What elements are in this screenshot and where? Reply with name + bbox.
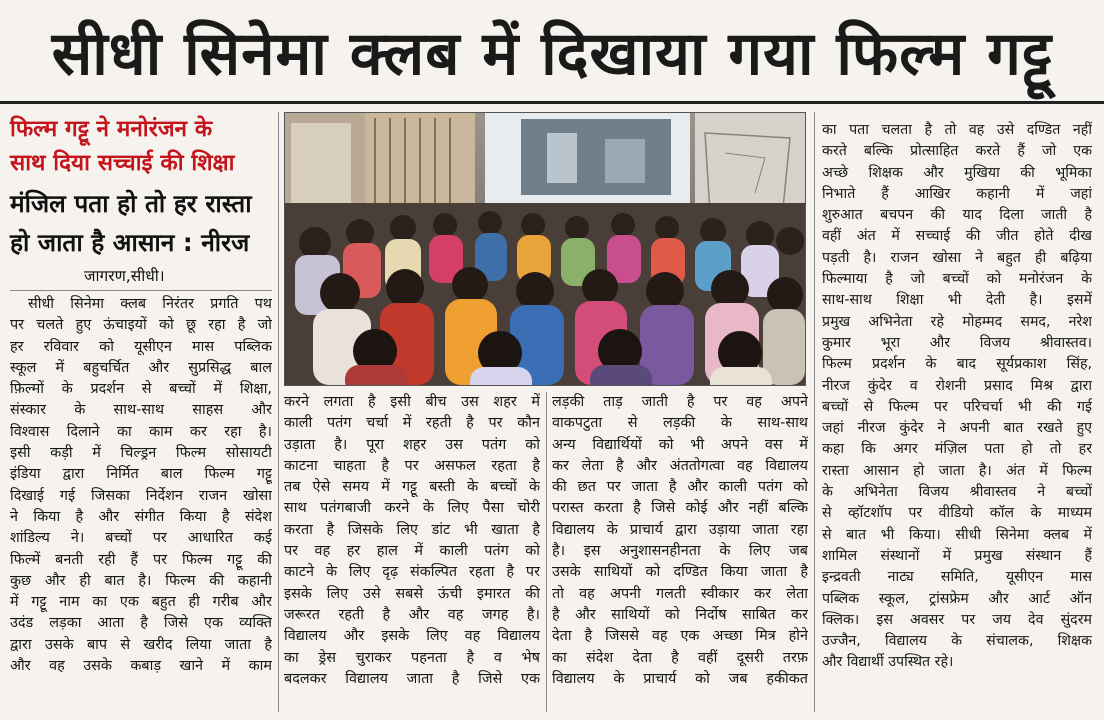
text-line: करते बल्कि प्रोत्साहित करते हैं जो एक — [822, 143, 1092, 160]
text-line: बच्चों से फिल्म पर परिचर्चा भी की गई — [822, 398, 1092, 415]
text-line: और वह उसके कबाड़ खाने में काम — [10, 658, 272, 675]
article-column-2 — [284, 392, 540, 690]
kicker-line: साथ दिया सच्चाई की शिक्षा — [10, 150, 235, 176]
text-line: फ़िल्मों के प्रदर्शन से बच्चों में शिक्षा, — [10, 381, 272, 398]
text-line: तब ऐसे समय में गट्टू बस्ती के बच्चों के — [284, 479, 540, 496]
text-line: काटने के लिए दृढ़ संकल्पित रहता है पर — [284, 564, 540, 581]
text-line: अच्छे शिक्षक और मुखिया की भूमिका — [822, 164, 1092, 181]
text-line: है। इस अनुशासनहीनता के लिए जब — [552, 543, 808, 560]
text-line: हर रविवार को यूसीएन मास पब्लिक — [10, 338, 272, 355]
text-line: निभाते हैं आखिर कहानी में जहां — [822, 185, 1092, 202]
text-line: दिखाई गई जिसका निर्देशन राजन खोसा — [10, 487, 272, 504]
text-line: में गट्टू नाम का एक बहुत ही गरीब और — [10, 594, 272, 611]
subhead-line: मंजिल पता हो तो हर रास्ता — [10, 189, 252, 218]
dateline: जागरण,सीधी। — [84, 267, 165, 285]
text-line: शामिल संस्थानों में प्रमुख संस्थान हैं — [822, 547, 1092, 564]
column-rule — [546, 392, 547, 712]
text-line: पब्लिक स्कूल, ट्रांसफ्रेम और आर्ट ऑन — [822, 590, 1092, 607]
kicker-red — [10, 112, 272, 180]
text-line: शुरुआत बचपन की याद दिला जाती है — [822, 207, 1092, 224]
article-column-3 — [552, 392, 808, 690]
text-line: द्वारा उसके बाप से खरीद लिया जाता है — [10, 636, 272, 653]
text-line: जरूरत रहती है और वह जगह है। — [284, 606, 540, 623]
text-line: उसके साथियों को दण्डित किया जाता है — [552, 564, 808, 581]
article-column-4 — [822, 120, 1092, 674]
text-line: स्कूल में बहुचर्चित और सुप्रसिद्ध बाल — [10, 359, 272, 376]
text-line: उदंड लड़का आता है जिसे एक व्यक्ति — [10, 615, 272, 632]
screening-photo — [284, 112, 806, 386]
text-line: और विद्यार्थी उपस्थित रहे। — [822, 654, 954, 671]
text-line: वाकपटुता से लड़की के साथ-साथ — [552, 415, 808, 432]
text-line: इसके लिए उसे सबसे ऊंची इमारत की — [284, 585, 540, 602]
text-line: करता है जिसके लिए डांट भी खाता है — [284, 521, 540, 538]
text-line: इंडिया द्वारा निर्मित बाल फिल्म गट्टू — [10, 466, 272, 483]
text-line: से व्हॉटशॉप पर वीडियो कॉल के माध्यम — [822, 505, 1092, 522]
text-line: कर लेता है और अंततोगत्वा वह विद्यालय — [552, 457, 808, 474]
kicker-line: फिल्म गट्टू ने मनोरंजन के — [10, 116, 213, 142]
text-line: कुमार भूरा और विजय श्रीवास्तव। — [822, 334, 1092, 351]
text-line: जहां नीरज कुंदेर ने अपनी बात रखते हुए — [822, 420, 1092, 437]
text-line: फिल्म प्रदर्शन के बाद सूर्यप्रकाश सिंह, — [822, 356, 1092, 373]
dateline-rule — [10, 290, 272, 291]
text-line: ने किया है और संगीत किया है संदेश — [10, 508, 272, 525]
text-line: तो वह अपनी गलती स्वीकार कर लेता — [552, 585, 808, 602]
text-line: कहा कि अगर मंज़िल पता हो तो हर — [822, 441, 1092, 458]
headline: सीधी सिनेमा क्लब में दिखाया गया फिल्म गट्टू — [0, 0, 1104, 104]
text-line: विद्यालय के प्राचार्य द्वारा उड़ाया जाता रहा — [552, 521, 808, 538]
column-rule — [278, 112, 279, 712]
text-line: पड़ती है। राजन खोसा ने बहुत ही बढ़िया — [822, 249, 1092, 266]
text-line: सीधी सिनेमा क्लब निरंतर प्रगति पथ — [28, 296, 272, 312]
text-line: का ड्रेस चुराकर पहनता है व भेष — [284, 649, 540, 666]
text-line: लड़की ताड़ जाती है पर वह अपने — [552, 394, 808, 410]
text-line: की छत पर जाता है और काली पतंग को — [552, 479, 808, 496]
text-line: साथ पतंगबाजी करने के लिए पैसा चोरी — [284, 500, 540, 517]
text-line: से बात भी किया। सीधी सिनेमा क्लब में — [822, 526, 1092, 543]
text-line: पर चलते हुए ऊंचाइयों को छू रहा है जो — [10, 317, 272, 334]
column-rule — [814, 112, 815, 712]
text-line: काटना चाहता है पर असफल रहता है — [284, 457, 540, 474]
text-line: इन्द्रवती नाट्य समिति, यूसीएन मास — [822, 569, 1092, 586]
article-column-1 — [10, 294, 272, 677]
subheadline — [10, 184, 272, 262]
text-line: शांडिल्य ने। बच्चों पर आधारित कई — [10, 530, 272, 547]
text-line: काली पतंग चर्चा में रहती है पर कौन — [284, 415, 540, 432]
text-line: का संदेश देता है वहीं दूसरी तरफ़ — [552, 649, 808, 666]
text-line: करने लगता है इसी बीच उस शहर में — [284, 394, 540, 410]
text-line: बदलकर विद्यालय जाता है जिसे एक — [284, 670, 540, 687]
text-line: फिल्माया है जो बच्चों को मनोरंजन के — [822, 271, 1092, 288]
text-line: उज्जैन, विद्यालय के संचालक, शिक्षक — [822, 633, 1092, 650]
text-line: फिल्में बनती रही हैं पर फिल्म गट्टू की — [10, 551, 272, 568]
subhead-line: हो जाता है आसान : नीरज — [10, 228, 250, 257]
text-line: संस्कार के साथ-साथ साहस और — [10, 402, 272, 419]
text-line: कुछ और ही बात है। फिल्म की कहानी — [10, 572, 272, 589]
text-line: रास्ता आसान हो जाता है। अंत में फिल्म — [822, 462, 1092, 479]
text-line: विद्यालय के प्राचार्य को जब हकीकत — [552, 670, 808, 687]
text-line: नीरज कुंदेर व रोशनी प्रसाद मिश्र द्वारा — [822, 377, 1092, 394]
text-line: क्लिक। इस अवसर पर जय देव सुंदरम — [822, 611, 1092, 628]
text-line: वहीं अंत में सच्चाई की जीत होते दीख — [822, 228, 1092, 245]
text-line: पर वह हर हाल में काली पतंग को — [284, 543, 540, 560]
text-line: देता है जिससे वह एक अच्छा मित्र होने — [552, 628, 808, 645]
text-line: विद्यालय और इसके लिए वह विद्यालय — [284, 628, 540, 645]
text-line: उड़ाता है। पूरा शहर उस पतंग को — [284, 436, 540, 453]
text-line: इसी कड़ी में चिल्ड्रन फिल्म सोसायटी — [10, 445, 272, 462]
text-line: है और साथियों को निर्दोष साबित कर — [552, 606, 808, 623]
photo-illustration — [285, 113, 805, 385]
text-line: परास्त करता है जिसे कोई और नहीं बल्कि — [552, 500, 808, 517]
text-line: प्रमुख अभिनेता रहे मोहम्मद समद, नरेश — [822, 313, 1092, 330]
text-line: का पता चलता है तो वह उसे दण्डित नहीं — [822, 122, 1092, 138]
text-line: अन्य विद्यार्थियों को भी अपने वस में — [552, 436, 808, 453]
text-line: विश्वास दिलाने का काम कर रहा है। — [10, 423, 272, 440]
text-line: साथ-साथ शिक्षा भी देती है। इसमें — [822, 292, 1092, 309]
text-line: के अभिनेता विजय श्रीवास्तव ने बच्चों — [822, 484, 1092, 501]
